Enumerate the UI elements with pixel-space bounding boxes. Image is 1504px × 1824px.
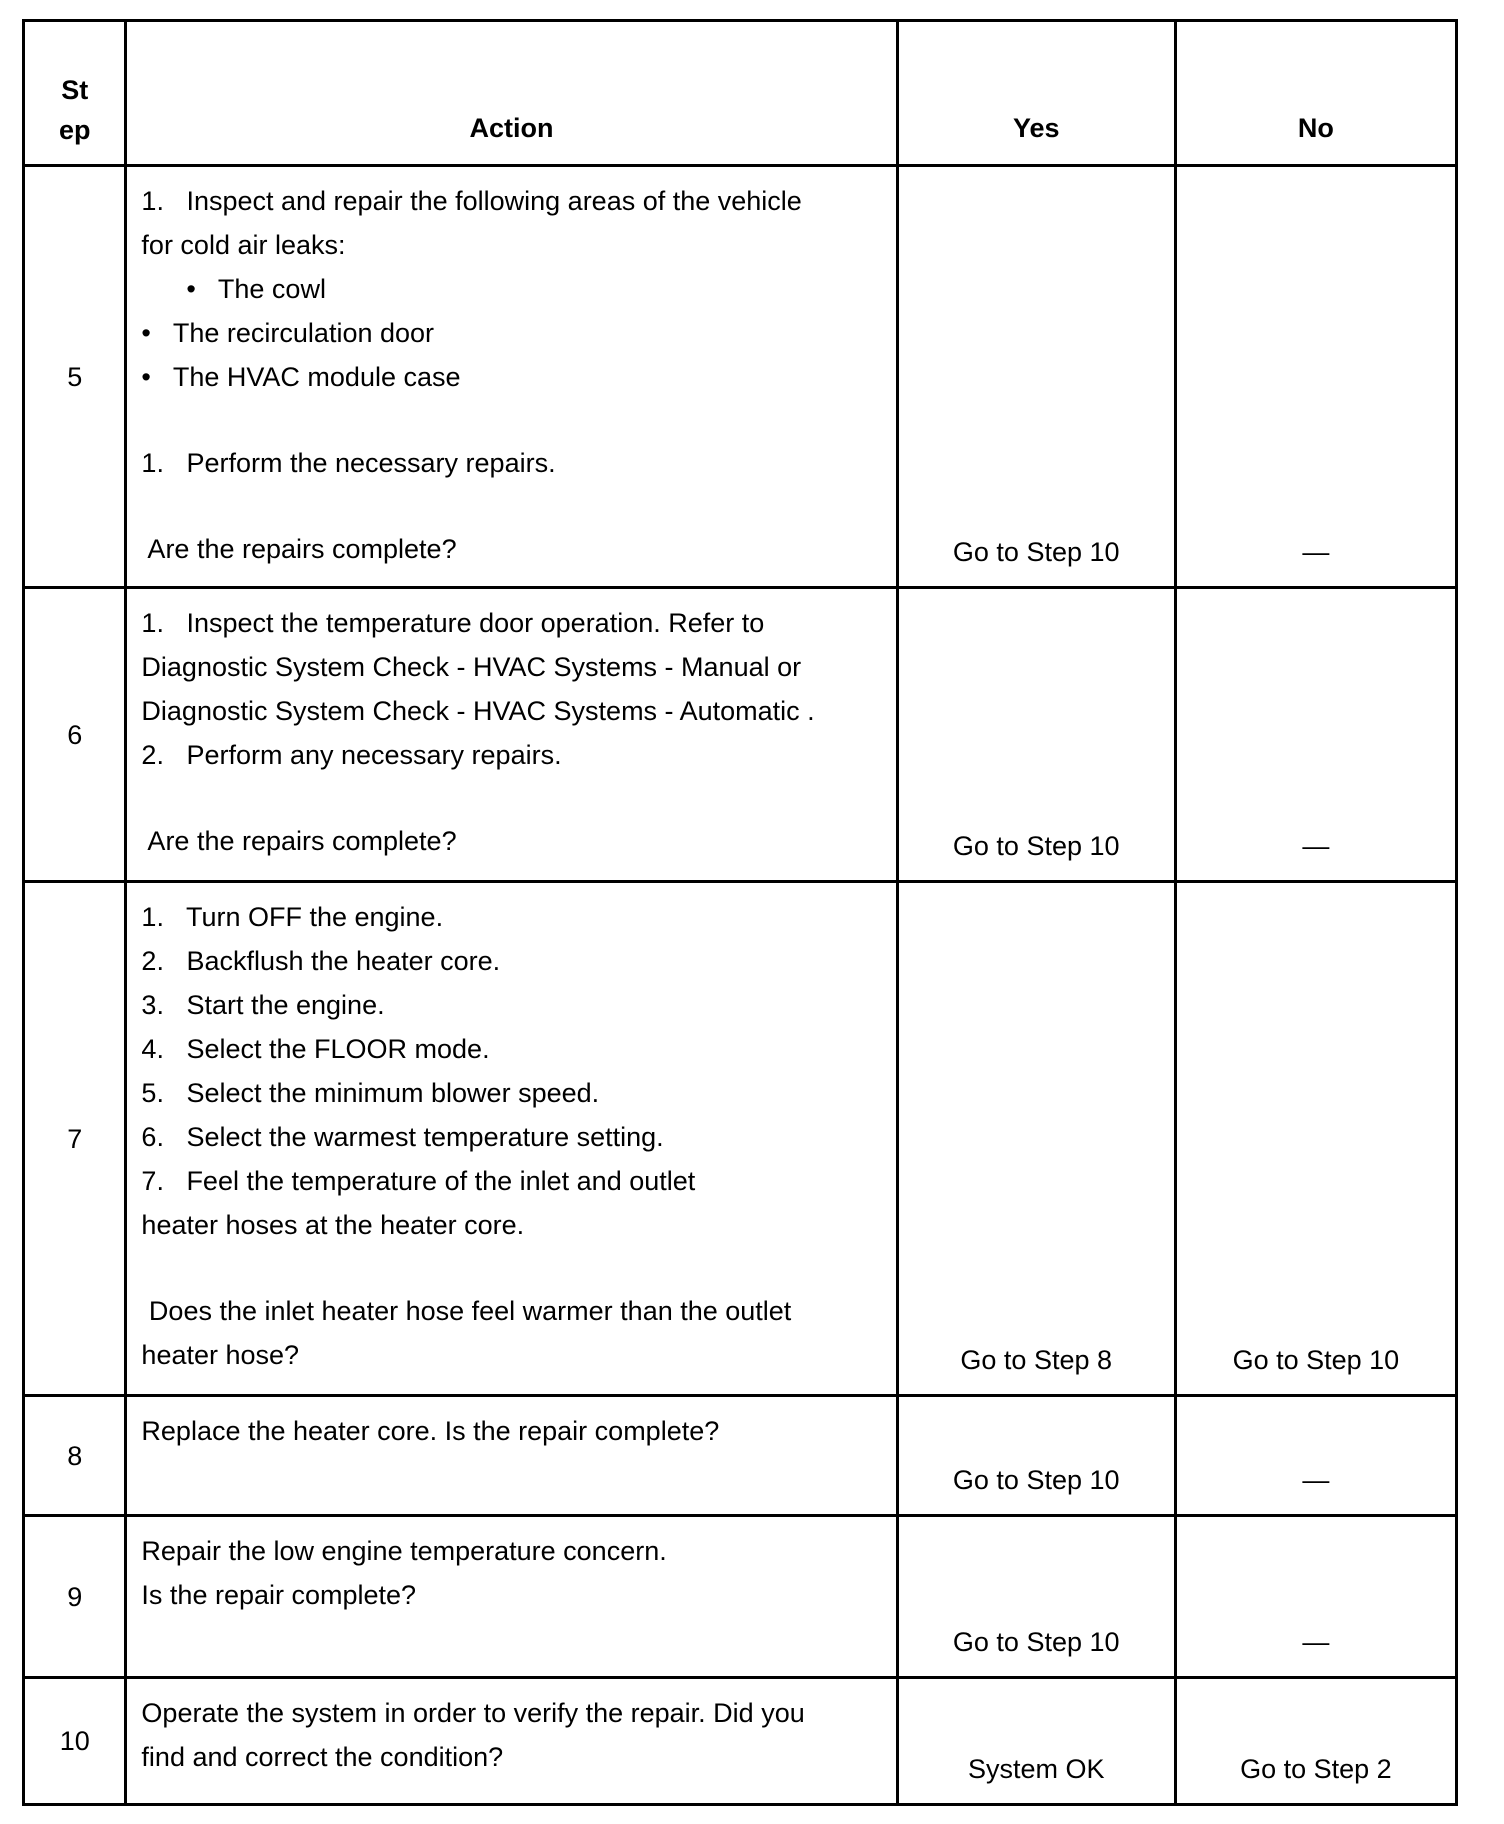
action-line: • The recirculation door [141, 318, 435, 348]
step-number: 6 [24, 588, 126, 882]
action-line: 5. Select the minimum blower speed. [141, 1078, 600, 1108]
step-header [24, 21, 126, 166]
step-number: 10 [24, 1678, 126, 1805]
no-result: — [1175, 166, 1456, 588]
action-header: Action [126, 21, 897, 166]
action-line: 7. Feel the temperature of the inlet and outlet [141, 1166, 696, 1196]
header-row [24, 21, 1457, 166]
action-spacer [141, 1247, 881, 1289]
yes-result: Go to Step 10 [897, 1516, 1175, 1678]
action-line: Diagnostic System Check - HVAC Systems - Automatic . [141, 696, 815, 726]
yes-header: Yes [897, 21, 1175, 166]
no-result: — [1175, 588, 1456, 882]
action-cell [126, 1678, 897, 1805]
action-spacer [141, 485, 881, 527]
step-number: 9 [24, 1516, 126, 1678]
action-line: find and correct the condition? [141, 1742, 504, 1772]
action-line: 1. Inspect the temperature door operation. Refer to [141, 608, 765, 638]
step-header-line1: St [61, 75, 89, 105]
action-line: 1. Perform the necessary repairs. [141, 448, 556, 478]
action-line: Are the repairs complete? [141, 534, 457, 564]
action-line: 2. Perform any necessary repairs. [141, 740, 562, 770]
action-line: 3. Start the engine. [141, 990, 385, 1020]
action-line: 1. Turn OFF the engine. [141, 902, 444, 932]
no-result: Go to Step 2 [1175, 1678, 1456, 1805]
action-line: 6. Select the warmest temperature setting. [141, 1122, 664, 1152]
action-line: Operate the system in order to verify the repair. Did you [141, 1698, 805, 1728]
action-cell [126, 882, 897, 1396]
yes-result: Go to Step 10 [897, 588, 1175, 882]
action-line: Repair the low engine temperature concern. [141, 1536, 667, 1566]
yes-result: Go to Step 10 [897, 1396, 1175, 1516]
action-line: • The HVAC module case [141, 362, 461, 392]
no-result: — [1175, 1396, 1456, 1516]
table-row [24, 1396, 1457, 1516]
action-cell [126, 588, 897, 882]
no-result: Go to Step 10 [1175, 882, 1456, 1396]
yes-result: Go to Step 10 [897, 166, 1175, 588]
action-cell [126, 166, 897, 588]
action-line: Replace the heater core. Is the repair complete? [141, 1416, 720, 1446]
table-row [24, 1678, 1457, 1805]
action-cell [126, 1396, 897, 1516]
action-line: heater hoses at the heater core. [141, 1210, 525, 1240]
action-cell [126, 1516, 897, 1678]
diagnostic-table [22, 19, 1458, 1806]
yes-result: System OK [897, 1678, 1175, 1805]
action-spacer [141, 777, 881, 819]
table-row [24, 1516, 1457, 1678]
table-row [24, 166, 1457, 588]
action-line: Diagnostic System Check - HVAC Systems - Manual or [141, 652, 802, 682]
no-result: — [1175, 1516, 1456, 1678]
action-line: Are the repairs complete? [141, 826, 457, 856]
step-number: 8 [24, 1396, 126, 1516]
table-row [24, 882, 1457, 1396]
action-line: Does the inlet heater hose feel warmer than the outlet [141, 1296, 792, 1326]
table-row [24, 588, 1457, 882]
no-header: No [1175, 21, 1456, 166]
action-spacer [141, 399, 881, 441]
action-line: for cold air leaks: [141, 230, 346, 260]
action-line: heater hose? [141, 1340, 300, 1370]
yes-result: Go to Step 8 [897, 882, 1175, 1396]
step-number: 7 [24, 882, 126, 1396]
step-number: 5 [24, 166, 126, 588]
action-line: Is the repair complete? [141, 1580, 417, 1610]
action-line: 2. Backflush the heater core. [141, 946, 501, 976]
action-line: 4. Select the FLOOR mode. [141, 1034, 490, 1064]
action-line: • The cowl [141, 274, 326, 304]
action-line: 1. Inspect and repair the following areas of the vehicle [141, 186, 802, 216]
step-header-line2: ep [58, 115, 91, 145]
